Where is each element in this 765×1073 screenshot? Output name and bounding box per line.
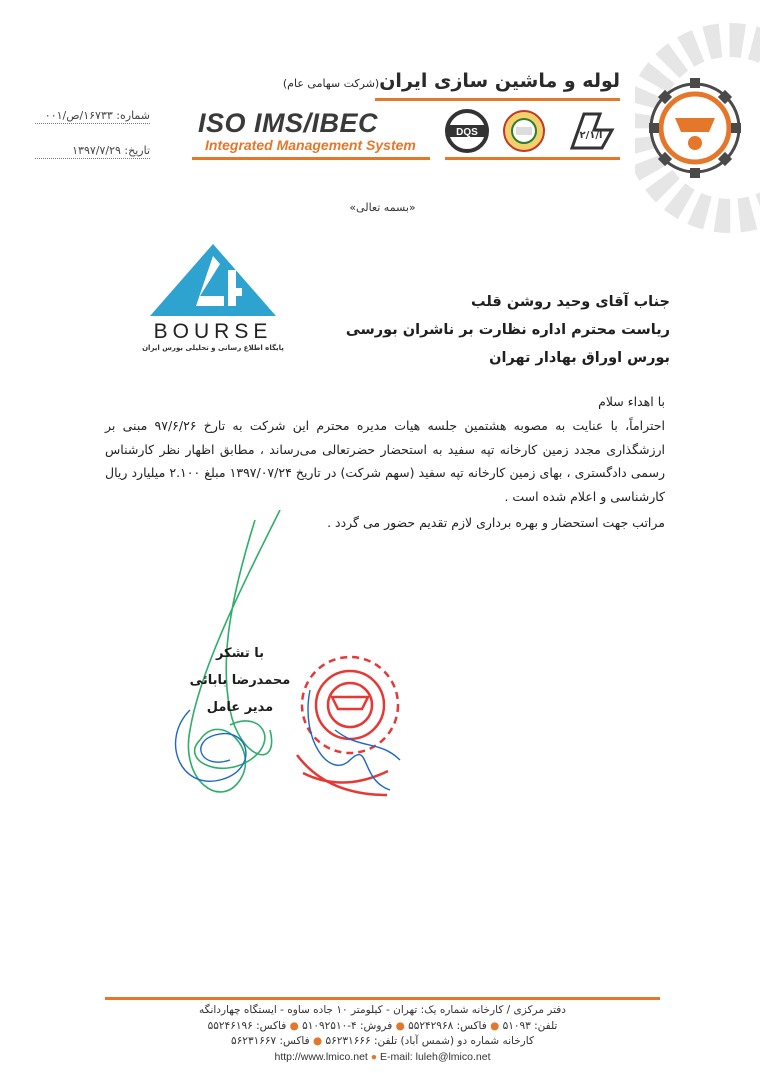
reference-number-value: ۱۶۷۳۳/ص/۰۰۱: [44, 109, 113, 122]
signatory-title: مدیر عامل: [206, 700, 274, 715]
iran-standard-icon: [572, 114, 612, 148]
body-paragraph: احتراماً، با عنایت به مصوبه هشتمین جلسه هیات مدیره محترم این شرکت به تارخ ۹۷/۶/۲۶ مبنی بر ارزشگذاری مجدد زمین کارخانه تپه سفید به استحضار حضرتعالی می‌رساند ، مطابق اظهار نظر کارشناس رسمی دادگستری ، بهای زمین کارخانه تپه سفید (سهم شرکت) در تاریخ ۱۳۹۷/۰۷/۲۴ مبلغ ۲.۱۰۰ میلیارد ریال کارشناسی و اعلام شده است .: [105, 418, 665, 504]
reference-number: [35, 109, 150, 124]
bourse-word: BOURSE: [153, 320, 273, 343]
certification-badges: [444, 108, 622, 154]
company-name: لوله و ماشین سازی ایران(شرکت سهامی عام): [282, 70, 620, 92]
signature-regards: با تشکر: [215, 646, 265, 661]
footer-rule: [105, 997, 660, 1000]
bullet-icon: ●: [289, 1019, 299, 1032]
footer-fax-3: فاکس: ۵۶۲۳۱۶۶۷: [231, 1035, 310, 1047]
footer-sales: فروش: ۴-۵۱۰۹۲۵۱۰: [302, 1019, 393, 1032]
closing-line: مراتب جهت استحضار و بهره برداری لازم تقدیم حضور می گردد .: [327, 515, 665, 530]
bullet-icon: ●: [395, 1019, 405, 1032]
footer-fax-1: فاکس: ۵۵۲۴۲۹۶۸: [408, 1019, 487, 1032]
iso-title: ISO IMS/IBEC: [198, 108, 379, 138]
signatory-name: محمدرضا بابائی: [189, 673, 291, 688]
company-type: (شرکت سهامی عام): [282, 77, 380, 90]
recipient-block: [346, 288, 670, 372]
dqs-cert-icon: [447, 111, 487, 151]
header-rule: [445, 157, 620, 160]
recipient-name: جناب آقای وحید روشن قلب: [471, 294, 670, 310]
recipient-organization: بورس اوراق بهادار تهران: [489, 350, 670, 366]
invocation: «بسمه تعالی»: [349, 201, 416, 214]
footer-web-line: [105, 1050, 660, 1066]
signature-block: [150, 640, 330, 721]
footer-website-link[interactable]: http://www.lmico.net: [274, 1050, 368, 1063]
svg-text:ا/٢/١: ا/٢/١: [579, 130, 603, 141]
footer-phone: تلفن: ۵۱۰۹۳: [502, 1019, 558, 1032]
footer-factory-2-phone: کارخانه شماره دو (شمس آباد) تلفن: ۵۶۲۳۱۶۶۶: [325, 1035, 534, 1047]
header-rule: [192, 157, 430, 160]
greeting: با اهداء سلام: [598, 394, 665, 409]
footer-contacts: [105, 1019, 660, 1035]
bullet-icon: ●: [490, 1019, 500, 1032]
footer-fax-2: فاکس: ۵۵۲۴۶۱۹۶: [207, 1019, 287, 1032]
reference-date-value: ۱۳۹۷/۷/۲۹: [72, 144, 121, 157]
bourse-logo: [138, 240, 288, 350]
footer-address: دفتر مرکزی / کارخانه شماره یک: تهران - کیلومتر ۱۰ جاده ساوه - ایستگاه چهاردانگه: [199, 1004, 566, 1016]
seal-cert-icon: [504, 111, 544, 151]
bourse-triangle-icon: [138, 240, 288, 320]
footer: [105, 1003, 660, 1065]
cert-mark-dqs: DQS: [456, 127, 478, 138]
bourse-caption: پایگاه اطلاع رسانی و تحلیلی بورس ایران: [142, 344, 284, 352]
reference-date-label: تاریخ:: [124, 144, 150, 157]
reference-date: [35, 144, 150, 159]
footer-factory-2: [105, 1034, 660, 1050]
reference-number-label: شماره:: [116, 109, 150, 122]
footer-email-link[interactable]: E-mail: luleh@lmico.net: [380, 1050, 491, 1063]
bullet-icon: ●: [312, 1035, 323, 1047]
header-rule: [375, 98, 620, 101]
recipient-position: ریاست محترم اداره نظارت بر ناشران بورسی: [345, 322, 670, 338]
bullet-icon: ●: [370, 1050, 378, 1063]
iso-subtitle: Integrated Management System: [205, 137, 416, 153]
